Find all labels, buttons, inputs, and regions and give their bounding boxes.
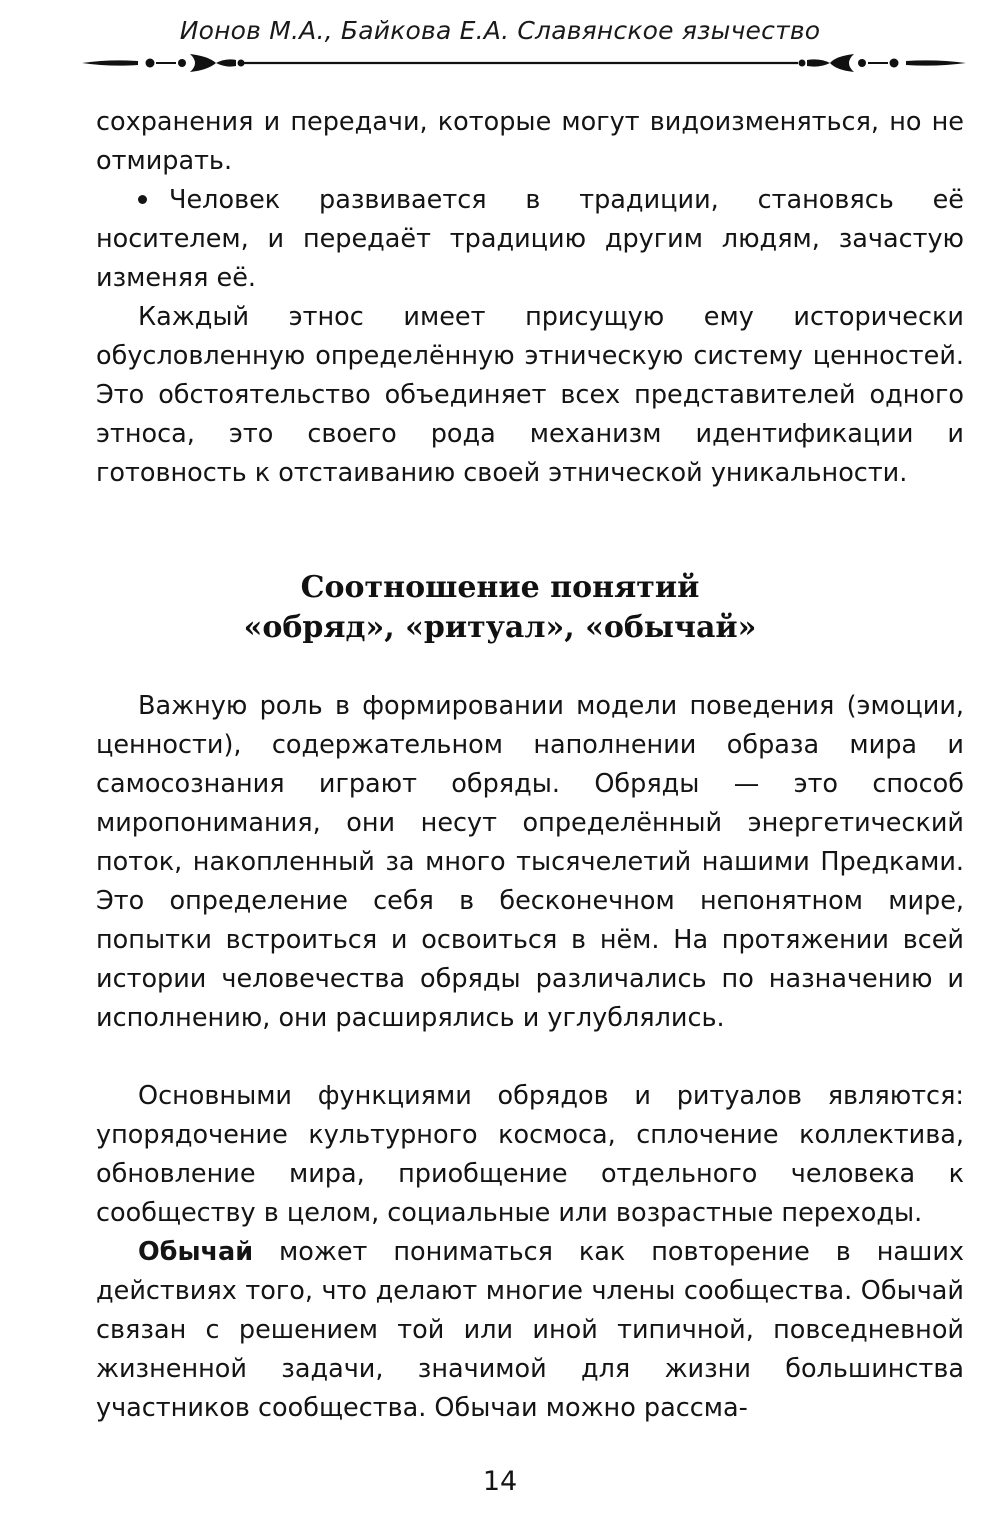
page-number: 14	[482, 1466, 518, 1497]
paragraph-continuation: сохранения и передачи, которые могут видоизменяться, но не отмирать.	[96, 107, 964, 176]
paragraph-rites-role: Важную роль в формировании модели поведения (эмоции, ценности), содержательном наполнении образа мира и самосознания играют обряды. Обряды — это способ миропонимания, они несут определённый энергетический поток, накопленный за много тысячелетий нашими Предками. Это определение себя в бесконечном непонятном мире, попытки встроиться и освоиться в нём. На протяжении всей истории человечества обряды различались по назначению и исполнению, они расширялись и углублялись.	[96, 691, 964, 1033]
bullet-icon	[138, 195, 147, 204]
section-title-line-1: Соотношение понятий	[300, 570, 700, 605]
section-title	[0, 568, 1000, 648]
running-head: Ионов М.А., Байкова Е.А. Славянское язычество	[179, 16, 821, 45]
paragraph-custom-text: может пониматься как повторение в наших действиях того, что делают многие члены сообщества. Обычай связан с решением той или иной типичной, повседневной жизненной задачи, значимой для жизни большинства участников сообщества. Обычаи можно рассма-	[96, 1237, 964, 1423]
header-ornament-rule	[80, 48, 970, 78]
paragraph-custom-definition	[96, 1233, 964, 1428]
paragraph-rites-functions: Основными функциями обрядов и ритуалов являются: упорядочение культурного космоса, сплочение коллектива, обновление мира, приобщение отдельного человека к сообществу в целом, социальные или возрастные переходы.	[96, 1081, 964, 1228]
bullet-item-text: Человек развивается в традиции, становясь её носителем, и передаёт традицию другим людям, зачастую изменяя её.	[96, 185, 964, 293]
paragraph-ethnos-values: Каждый этнос имеет присущую ему исторически обусловленную определённую этническую систему ценностей. Это обстоятельство объединяет всех представителей одного этноса, это своего рода механизм идентификации и готовность к отстаиванию своей этнической уникальности.	[96, 302, 964, 488]
term-custom: Обычай	[138, 1237, 254, 1267]
bullet-item	[96, 181, 964, 298]
section-title-line-2: «обряд», «ритуал», «обычай»	[243, 610, 757, 645]
